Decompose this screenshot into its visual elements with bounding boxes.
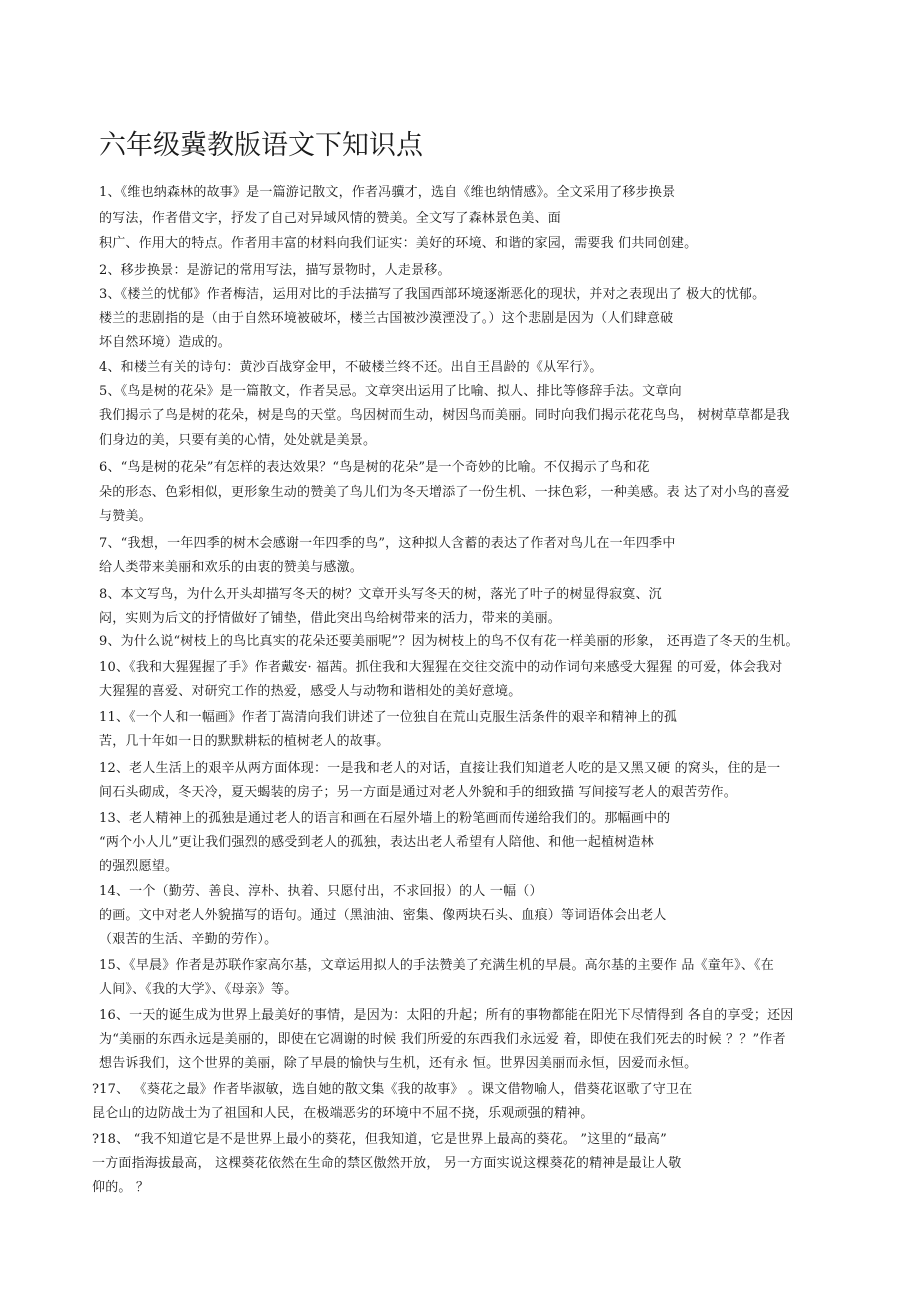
text-line: 想告诉我们，这个世界的美丽，除了早晨的愉快与生机，还有永 恒。世界因美丽而永恒，因爱而永恒。 [99, 1056, 698, 1071]
text-line: 5、《鸟是树的花朵》是一篇散文，作者吴忌。文章突出运用了比喻、拟人、排比等修辞手法。文章向 [99, 384, 682, 399]
text-line: 们身边的美，只要有美的心情，处处就是美景。 [99, 433, 377, 448]
text-line: 12、老人生活上的艰辛从两方面体现：一是我和老人的对话，直接让我们知道老人吃的是又黑又硬 的窝头，住的是一 [99, 761, 781, 776]
text-line: 的写法，作者借文字，抒发了自己对异域风情的赞美。全文写了森林景色美、面 [99, 211, 562, 226]
text-line: 与赞美。 [99, 509, 152, 524]
text-line: 昆仑山的边防战士为了祖国和人民，在极端恶劣的环境中不屈不挠，乐观顽强的精神。 [92, 1106, 594, 1121]
text-line: 仰的。 ？ [92, 1180, 150, 1195]
text-line: 15、《早晨》作者是苏联作家高尔基，文章运用拟人的手法赞美了充满生机的早晨。高尔基的主要作 品《童年》、《在 [99, 958, 774, 973]
text-line: 间石头砌成，冬天冷，夏天蝎装的房子；另一方面是通过对老人外貌和手的细致描 写间接写老人的艰苦劳作。 [99, 785, 737, 800]
text-line: 3、《楼兰的忧郁》作者梅洁，运用对比的手法描写了我国西部环境逐渐恶化的现状，并对之表现出了 极大的忧郁。 [99, 287, 766, 302]
text-line: 大猩猩的喜爱、对研究工作的热爱，感受人与动物和谐相处的美好意境。 [99, 684, 522, 699]
text-line: 6、“鸟是树的花朵”有怎样的表达效果？“鸟是树的花朵”是一个奇妙的比喻。不仅揭示了鸟和花 [99, 460, 650, 475]
text-line: 的画。文中对老人外貌描写的语句。通过（黑油油、密集、像两块石头、血痕）等词语体会出老人 [99, 908, 667, 923]
text-line: ?17、 《葵花之最》作者毕淑敏，选自她的散文集《我的故事》 。课文借物喻人，借葵花讴歌了守卫在 [92, 1082, 693, 1097]
text-line: 4、和楼兰有关的诗句：黄沙百战穿金甲，不破楼兰终不还。出自王昌龄的《从军行》。 [99, 360, 603, 375]
text-line: 楼兰的悲剧指的是（由于自然环境被破坏，楼兰古国被沙漠湮没了。）这个悲剧是因为（人们肆意破 [99, 311, 674, 326]
text-line: 一方面指海拔最高， 这棵葵花依然在生命的禁区傲然开放， 另一方面实说这棵葵花的精神是最让人敬 [92, 1156, 682, 1171]
text-line: 人间》、《我的大学》、《母亲》等。 [99, 982, 298, 997]
page-title: 六年级冀教版语文下知识点 [99, 130, 423, 161]
text-line: 7、“我想，一年四季的树木会感谢一年四季的鸟”，这种拟人含蓄的表达了作者对鸟儿在一年四季中 [99, 536, 676, 551]
text-line: 苦，几十年如一日的默默耕耘的植树老人的故事。 [99, 734, 390, 749]
text-line: 闷，实则为后文的抒情做好了铺垫，借此突出鸟给树带来的活力，带来的美丽。 [99, 611, 562, 626]
text-line: 14、一个（勤劳、善良、淳朴、执着、只愿付出，不求回报）的人 一幅（） [99, 884, 543, 899]
text-line: 8、本文写鸟，为什么开头却描写冬天的树？文章开头写冬天的树，落光了叶子的树显得寂寞、沉 [99, 587, 662, 602]
text-line: 朵的形态、色彩相似，更形象生动的赞美了鸟儿们为冬天增添了一份生机、一抹色彩，一种美感。表 达了对小鸟的喜爱 [99, 485, 790, 500]
text-line: 10、《我和大猩猩握了手》作者戴安· 福茜。抓住我和大猩猩在交往交流中的动作词句来感受大猩猩 的可爱，体会我对 [99, 660, 783, 675]
text-line: 为“美丽的东西永远是美丽的，即使在它凋谢的时候 我们所爱的东西我们永远爱 着，即使在我们死去的时候 ？？”作者 [99, 1032, 786, 1047]
text-line: 的强烈愿望。 [99, 859, 179, 874]
text-line: 11、《一个人和一幅画》作者丁嵩清向我们讲述了一位独自在荒山克服生活条件的艰辛和精神上的孤 [99, 710, 678, 725]
text-line: “两个小人儿”更让我们强烈的感受到老人的孤独，表达出老人希望有人陪他、和他一起植树造林 [99, 835, 654, 850]
text-line: 13、老人精神上的孤独是通过老人的语言和画在石屋外墙上的粉笔画而传递给我们的。那幅画中的 [99, 811, 671, 826]
text-line: 1、《维也纳森林的故事》是一篇游记散文，作者冯骥才，选自《维也纳情感》。全文采用了移步换景 [99, 185, 676, 200]
text-line: 16、一天的诞生成为世界上最美好的事情，是因为：太阳的升起；所有的事物都能在阳光下尽情得到 各自的享受；还因 [99, 1008, 794, 1023]
text-line: ?18、 “我不知道它是不是世界上最小的葵花，但我知道，它是世界上最高的葵花。 ”这里的“最高” [92, 1132, 667, 1147]
text-line: 积广、作用大的特点。作者用丰富的材料向我们证实：美好的环境、和谐的家园，需要我 们共同创建。 [99, 236, 698, 251]
text-line: 2、移步换景：是游记的常用写法，描写景物时，人走景移。 [99, 263, 451, 278]
text-line: 我们揭示了鸟是树的花朵，树是鸟的天堂。鸟因树而生动，树因鸟而美丽。同时向我们揭示花花鸟鸟， 树树草草都是我 [99, 408, 790, 423]
text-line: （艰苦的生活、辛勤的劳作）。 [99, 932, 278, 947]
text-line: 坏自然环境）造成的。 [99, 335, 232, 350]
text-line: 9、为什么说“树枝上的鸟比真实的花朵还要美丽呢”？因为树枝上的鸟不仅有花一样美丽的形象， 还再造了冬天的生机。 [99, 634, 799, 649]
text-line: 给人类带来美丽和欢乐的由衷的赞美与感激。 [99, 560, 364, 575]
